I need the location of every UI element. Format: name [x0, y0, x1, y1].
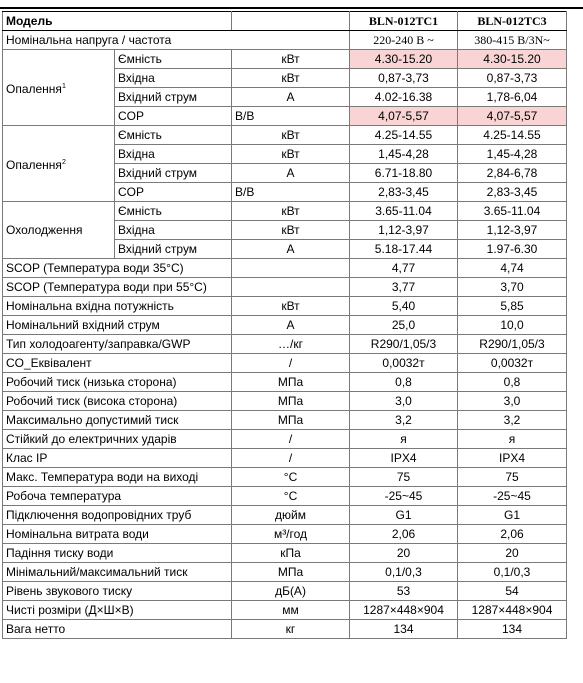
unit-cell: А [232, 240, 350, 259]
row-value-1: R290/1,05/3 [350, 335, 458, 354]
row-value-2: IPX4 [458, 449, 567, 468]
sub-param: Вхідна [115, 221, 232, 240]
row-value-2: 20 [458, 544, 567, 563]
row-value-1: G1 [350, 506, 458, 525]
row-value-2: 3,2 [458, 411, 567, 430]
row-value-1: 1287×448×904 [350, 601, 458, 620]
header-row [3, 12, 567, 31]
unit-cell: МПа [232, 392, 350, 411]
table-row [3, 487, 567, 506]
row-label: Номінальна вхідна потужність [3, 297, 232, 316]
table-row [3, 373, 567, 392]
row-value-2: 54 [458, 582, 567, 601]
row-value-2: 380-415 В/3N~ [458, 31, 567, 50]
row-value-1: 0,8 [350, 373, 458, 392]
unit-cell: В/В [232, 107, 350, 126]
row-value-1: 134 [350, 620, 458, 639]
row-value-1: 53 [350, 582, 458, 601]
row-label: SCOP (Температура води 35°C) [3, 259, 232, 278]
row-value-1: 5,40 [350, 297, 458, 316]
unit-cell [232, 278, 350, 297]
unit-cell: кВт [232, 50, 350, 69]
row-label: Мінімальний/максимальний тиск [3, 563, 232, 582]
row-label: Тип холодоагенту/заправка/GWP [3, 335, 232, 354]
sub-param: Ємність [115, 50, 232, 69]
value-cell: 0,87-3,73 [458, 69, 567, 88]
table-row [3, 50, 567, 69]
model-label: Модель [3, 12, 232, 31]
unit-cell: кПа [232, 544, 350, 563]
unit-cell: кВт [232, 126, 350, 145]
row-value-1: 75 [350, 468, 458, 487]
top-border [0, 0, 583, 9]
value-cell: 1,45-4,28 [350, 145, 458, 164]
value-cell: 2,83-3,45 [458, 183, 567, 202]
row-value-2: 75 [458, 468, 567, 487]
row-value-2: 10,0 [458, 316, 567, 335]
unit-cell: мм [232, 601, 350, 620]
value-highlighted: 4.30-15.20 [350, 50, 458, 69]
row-label: Макс. Температура води на виході [3, 468, 232, 487]
unit-cell: дБ(А) [232, 582, 350, 601]
value-cell: 3.65-11.04 [350, 202, 458, 221]
value-cell: 1,12-3,97 [350, 221, 458, 240]
unit-cell: °C [232, 487, 350, 506]
sub-param: Вхідний струм [115, 240, 232, 259]
unit-cell: МПа [232, 373, 350, 392]
unit-cell [232, 259, 350, 278]
table-row [3, 126, 567, 145]
row-value-2: 0,8 [458, 373, 567, 392]
row-label: Номінальний вхідний струм [3, 316, 232, 335]
header-unit-cell [232, 12, 350, 31]
table-row [3, 411, 567, 430]
value-cell: 6.71-18.80 [350, 164, 458, 183]
table-row [3, 468, 567, 487]
group-label-cooling: Охолодження [3, 202, 115, 259]
group-label-heating-1: Опалення$^1$ [3, 50, 115, 126]
model-1: BLN-012TC1 [350, 12, 458, 31]
row-value-1: 20 [350, 544, 458, 563]
value-cell: 4.25-14.55 [458, 126, 567, 145]
row-label: Чисті розміри (Д×Ш×В) [3, 601, 232, 620]
row-value-2: 1287×448×904 [458, 601, 567, 620]
row-label: Номінальна напруга / частота [3, 31, 350, 50]
row-value-2: 3,0 [458, 392, 567, 411]
row-label: Номінальна витрата води [3, 525, 232, 544]
row-label: Стійкий до електричних ударів [3, 430, 232, 449]
unit-cell: / [232, 449, 350, 468]
row-value-2: R290/1,05/3 [458, 335, 567, 354]
table-row [3, 31, 567, 50]
table-row [3, 620, 567, 639]
row-value-1: я [350, 430, 458, 449]
value-cell: 1.97-6.30 [458, 240, 567, 259]
table-row [3, 297, 567, 316]
row-value-2: 0,0032т [458, 354, 567, 373]
group-label-heating-2: Опалення$^2$ [3, 126, 115, 202]
value-cell: 0,87-3,73 [350, 69, 458, 88]
unit-cell: МПа [232, 563, 350, 582]
sub-param: COP [115, 107, 232, 126]
unit-cell: кВт [232, 297, 350, 316]
table-row [3, 335, 567, 354]
unit-cell: / [232, 430, 350, 449]
row-value-2: 134 [458, 620, 567, 639]
unit-cell: А [232, 316, 350, 335]
unit-cell: кВт [232, 69, 350, 88]
row-value-1: 0,1/0,3 [350, 563, 458, 582]
row-label: Вага нетто [3, 620, 232, 639]
row-label: Максимально допустимий тиск [3, 411, 232, 430]
sub-param: Вхідний струм [115, 88, 232, 107]
unit-cell: А [232, 164, 350, 183]
table-row [3, 202, 567, 221]
table-row [3, 525, 567, 544]
value-highlighted: 4.30-15.20 [458, 50, 567, 69]
row-value-1: 0,0032т [350, 354, 458, 373]
row-value-2: G1 [458, 506, 567, 525]
sub-param: Ємність [115, 202, 232, 221]
unit-cell: кВт [232, 202, 350, 221]
table-row [3, 506, 567, 525]
sub-param: COP [115, 183, 232, 202]
unit-cell: А [232, 88, 350, 107]
value-cell: 5.18-17.44 [350, 240, 458, 259]
model-2: BLN-012TC3 [458, 12, 567, 31]
value-cell: 2,83-3,45 [350, 183, 458, 202]
unit-cell: В/В [232, 183, 350, 202]
sub-param: Вхідна [115, 69, 232, 88]
row-value-1: 3,2 [350, 411, 458, 430]
row-value-1: 220-240 В ~ [350, 31, 458, 50]
value-highlighted: 4,07-5,57 [458, 107, 567, 126]
table-row [3, 449, 567, 468]
row-value-1: -25~45 [350, 487, 458, 506]
row-value-1: 25,0 [350, 316, 458, 335]
unit-cell: кВт [232, 221, 350, 240]
value-cell: 1,45-4,28 [458, 145, 567, 164]
row-value-1: 3,77 [350, 278, 458, 297]
row-label: Падіння тиску води [3, 544, 232, 563]
row-label: Робочий тиск (висока сторона) [3, 392, 232, 411]
row-value-2: -25~45 [458, 487, 567, 506]
row-value-2: 0,1/0,3 [458, 563, 567, 582]
row-label: Рівень звукового тиску [3, 582, 232, 601]
row-value-1: 2,06 [350, 525, 458, 544]
value-cell: 1,12-3,97 [458, 221, 567, 240]
unit-cell: …/кг [232, 335, 350, 354]
value-cell: 4.02-16.38 [350, 88, 458, 107]
table-row [3, 601, 567, 620]
table-row [3, 582, 567, 601]
row-label: CO_Еквівалент [3, 354, 232, 373]
row-value-2: я [458, 430, 567, 449]
spec-table [2, 11, 567, 639]
sub-param: Вхідна [115, 145, 232, 164]
unit-cell: кВт [232, 145, 350, 164]
unit-cell: МПа [232, 411, 350, 430]
row-value-2: 2,06 [458, 525, 567, 544]
sub-param: Ємність [115, 126, 232, 145]
table-row [3, 354, 567, 373]
value-cell: 4.25-14.55 [350, 126, 458, 145]
row-label: Клас IP [3, 449, 232, 468]
row-label: SCOP (Температура води при 55°C) [3, 278, 232, 297]
table-row [3, 563, 567, 582]
spec-rows [3, 259, 567, 639]
value-cell: 2,84-6,78 [458, 164, 567, 183]
table-row [3, 316, 567, 335]
unit-cell: м³/год [232, 525, 350, 544]
unit-cell: кг [232, 620, 350, 639]
row-value-2: 3,70 [458, 278, 567, 297]
row-value-2: 4,74 [458, 259, 567, 278]
row-label: Робочий тиск (низька сторона) [3, 373, 232, 392]
row-value-1: 4,77 [350, 259, 458, 278]
unit-cell: °C [232, 468, 350, 487]
table-row [3, 392, 567, 411]
sub-param: Вхідний струм [115, 164, 232, 183]
row-label: Робоча температура [3, 487, 232, 506]
table-row [3, 278, 567, 297]
row-value-2: 5,85 [458, 297, 567, 316]
value-cell: 1,78-6,04 [458, 88, 567, 107]
row-value-1: IPX4 [350, 449, 458, 468]
value-highlighted: 4,07-5,57 [350, 107, 458, 126]
row-value-1: 3,0 [350, 392, 458, 411]
row-label: Підключення водопровідних труб [3, 506, 232, 525]
value-cell: 3.65-11.04 [458, 202, 567, 221]
unit-cell: дюйм [232, 506, 350, 525]
unit-cell: / [232, 354, 350, 373]
table-row [3, 430, 567, 449]
table-row [3, 259, 567, 278]
table-row [3, 544, 567, 563]
